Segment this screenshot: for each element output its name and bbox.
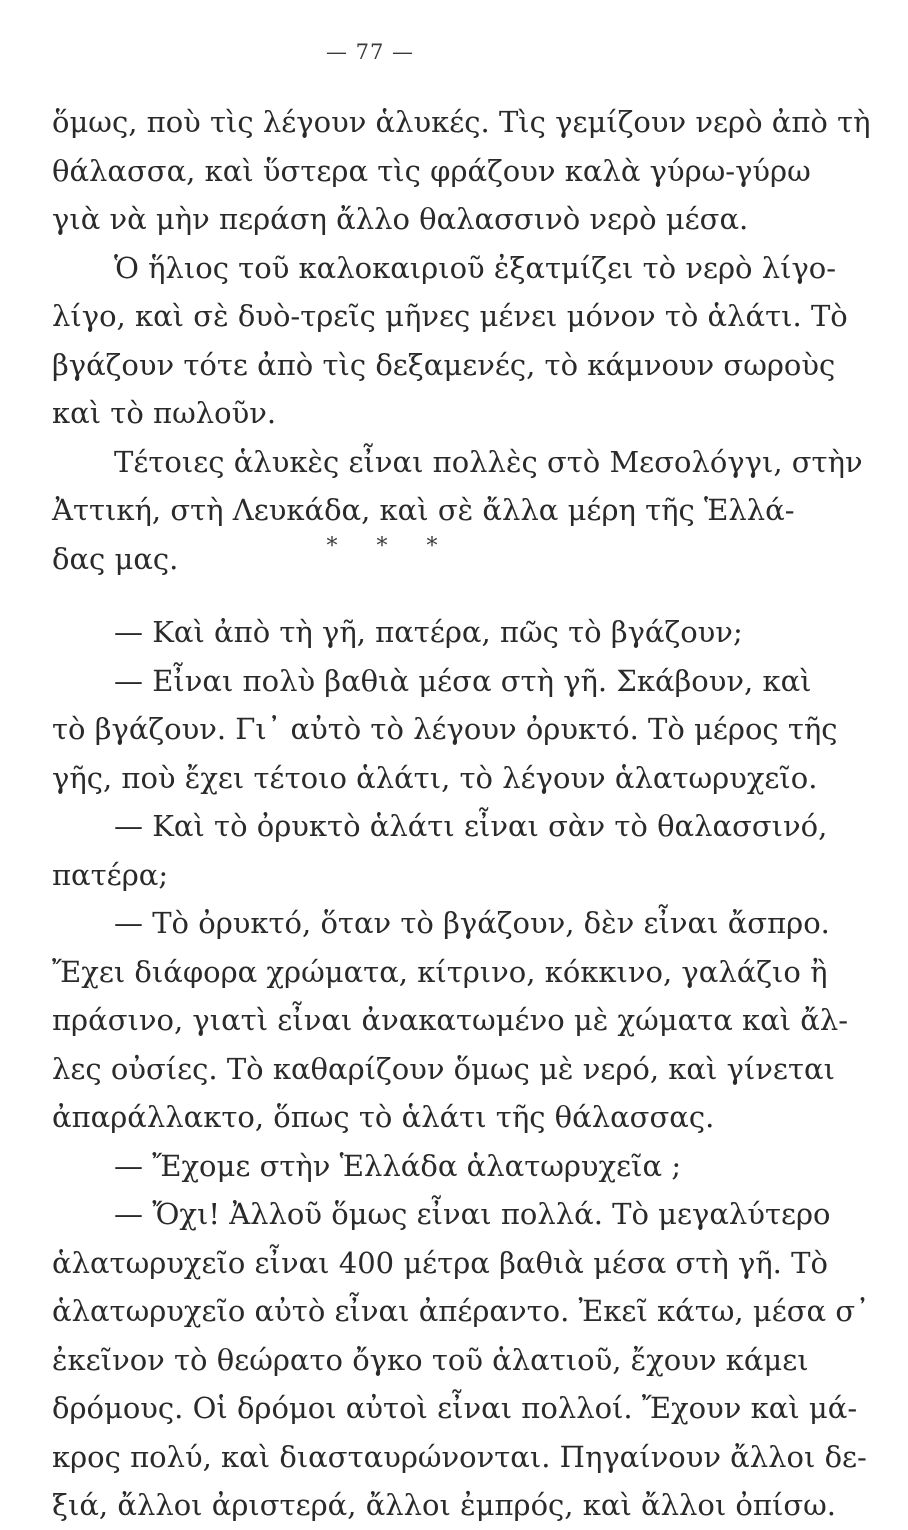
text-line: θάλασσα, καὶ ὕστερα τὶς φράζουν καλὰ γύρω-γύρω [52, 153, 811, 188]
text-line: ἀπαράλλακτο, ὅπως τὸ ἁλάτι τῆς θάλασσας. [52, 1100, 715, 1134]
text-line: ὅμως, ποὺ τὶς λέγουν ἁλυκές. Τὶς γεμίζουν νερὸ ἀπὸ τὴ [52, 105, 871, 139]
text-line: καὶ τὸ πωλοῦν. [52, 396, 277, 430]
text-line: Ἔχει διάφορα χρώματα, κίτρινο, κόκκινο, γαλάζιο ἢ [52, 954, 828, 989]
text-line: πράσινο, γιατὶ εἶναι ἀνακατωμένο μὲ χώματα καὶ ἄλ- [52, 1003, 849, 1037]
dialogue-line: — Ἔχομε στὴν Ἑλλάδα ἁλατωρυχεῖα ; [114, 1148, 682, 1183]
section-separator: * * * [326, 534, 454, 559]
dialogue-line: — Εἶναι πολὺ βαθιὰ μέσα στὴ γῆ. Σκάβουν, καὶ [114, 663, 812, 698]
text-line: βγάζουν τότε ἀπὸ τὶς δεξαμενές, τὸ κάμνουν σωροὺς [52, 347, 836, 382]
text-line: ἁλατωρυχεῖο εἶναι 400 μέτρα βαθιὰ μέσα στὴ γῆ. Τὸ [52, 1245, 828, 1280]
dialogue-line: — Ὄχι! Ἀλλοῦ ὅμως εἶναι πολλά. Τὸ μεγαλύτερο [114, 1197, 831, 1231]
text-line: ξιά, ἄλλοι ἀριστερά, ἄλλοι ἐμπρός, καὶ ἄλλοι ὀπίσω. [52, 1488, 836, 1522]
text-line: γῆς, ποὺ ἔχει τέτοιο ἁλάτι, τὸ λέγουν ἁλατωρυχεῖο. [52, 760, 818, 795]
text-line: δρόμους. Οἱ δρόμοι αὐτοὶ εἶναι πολλοί. Ἔχουν καὶ μά- [52, 1391, 858, 1425]
text-line: γιὰ νὰ μὴν περάση ἄλλο θαλασσινὸ νερὸ μέσα. [52, 202, 749, 236]
text-line: λες οὐσίες. Τὸ καθαρίζουν ὅμως μὲ νερό, καὶ γίνεται [52, 1051, 835, 1086]
dialogue-line: — Καὶ ἀπὸ τὴ γῆ, πατέρα, πῶς τὸ βγάζουν; [114, 615, 743, 649]
dialogue-rock-salt [52, 608, 870, 1530]
text-line: κρος πολύ, καὶ διασταυρώνονται. Πηγαίνουν ἄλλοι δε- [52, 1439, 867, 1474]
paragraph-salt-pans [52, 98, 871, 583]
text-line: Τέτοιες ἁλυκὲς εἶναι πολλὲς στὸ Μεσολόγγι, στὴν [114, 444, 863, 479]
text-line: δας μας. [52, 541, 179, 576]
page-number: — 77 — [325, 40, 415, 64]
dialogue-line: — Καὶ τὸ ὀρυκτὸ ἁλάτι εἶναι σὰν τὸ θαλασσινό, [114, 809, 828, 843]
text-line: λίγο, καὶ σὲ δυὸ-τρεῖς μῆνες μένει μόνον τὸ ἁλάτι. Τὸ [52, 299, 848, 333]
text-line: Ἀττική, στὴ Λευκάδα, καὶ σὲ ἄλλα μέρη τῆς Ἑλλά- [52, 493, 795, 527]
text-line: τὸ βγάζουν. Γι᾽ αὐτὸ τὸ λέγουν ὀρυκτό. Τὸ μέρος τῆς [52, 712, 838, 746]
text-line: πατέρα; [52, 857, 169, 892]
text-line: Ὁ ἥλιος τοῦ καλοκαιριοῦ ἐξατμίζει τὸ νερὸ λίγο- [114, 250, 837, 285]
dialogue-line: — Τὸ ὀρυκτό, ὅταν τὸ βγάζουν, δὲν εἶναι ἄσπρο. [114, 906, 830, 940]
text-line: ἐκεῖνον τὸ θεώρατο ὄγκο τοῦ ἁλατιοῦ, ἔχουν κάμει [52, 1342, 809, 1377]
text-line: ἁλατωρυχεῖο αὐτὸ εἶναι ἀπέραντο. Ἐκεῖ κάτω, μέσα σ᾽ [52, 1294, 870, 1328]
